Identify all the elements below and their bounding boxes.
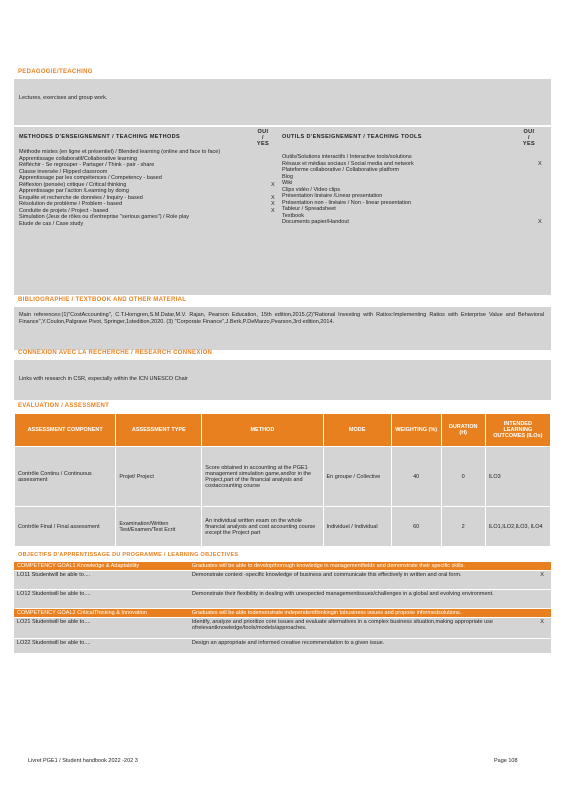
methods-header: METHODES D'ENSEIGNEMENT / TEACHING METHODS xyxy=(19,134,181,140)
method-label: Classe inversée / Flipped classroom xyxy=(19,168,108,175)
research-title: CONNEXION AVEC LA RECHERCHE / RESEARCH CONNEXION xyxy=(18,350,213,356)
eval-header-type: ASSESSMENT TYPE xyxy=(116,414,202,447)
method-label: Enquête et recherche de données / Inquiry - based xyxy=(19,194,143,201)
method-label: Conduite de projets / Project - based xyxy=(19,207,109,214)
method-mark: X xyxy=(271,201,275,207)
method-label: Apprentissage collaboratif/Collaborative learning xyxy=(19,155,138,162)
method-label: Résaux et médias sociaux / Social media and network xyxy=(282,160,414,167)
method-label: Tableur / Spreadsheet xyxy=(282,206,336,212)
method-label: Plateforme collaborative / Collaborative platform xyxy=(282,167,400,173)
list-item xyxy=(14,571,551,590)
objectives-table xyxy=(14,562,551,654)
eval-header-ilo: INTENDED LEARNING OUTCOMES (ILOs) xyxy=(485,414,550,447)
research-box xyxy=(14,360,551,400)
method-mark: X xyxy=(538,160,542,167)
eval-component: Contrôle Continu / Continuous assessment xyxy=(15,447,116,507)
method-label: Méthode mixtes (en ligne et présentiel) / Blended learning (online and face to face) xyxy=(19,149,221,155)
method-label: Wiki xyxy=(282,180,293,186)
lo-mark xyxy=(533,639,551,654)
eval-method: Score obtained in accounting at the PGE1 management simulation game,and/or in the Project,part of the financial analysis and costaccounting course xyxy=(202,447,323,507)
lo-label: LO12 Studentwill be able to.... xyxy=(14,590,189,609)
page-number: Page 108 xyxy=(494,758,518,764)
table-row xyxy=(15,507,551,547)
list-item xyxy=(14,618,551,639)
pedagogy-text: Lectures, exercises and group work. xyxy=(19,95,108,101)
method-label: Résolution de problème / Problem - based xyxy=(19,201,123,207)
method-mark: X xyxy=(271,207,275,214)
method-label: Simulation (Jeux de rôles ou d'entreprise "serious games") / Role play xyxy=(19,214,190,220)
eval-duration: 2 xyxy=(441,507,485,547)
list-item xyxy=(19,221,281,228)
footer-left: Livret PGE1 / Student handbook 2022 -202 3 xyxy=(28,758,138,764)
methods-list xyxy=(19,149,281,227)
table-row xyxy=(15,447,551,507)
lo-mark: X xyxy=(533,571,551,590)
competency-goal: Graduates will be able to developthorough knowledge in managementfields and demonstrate their specific skills. xyxy=(189,562,551,571)
eval-header-mode: MODE xyxy=(323,414,391,447)
method-label: Présentation linéaire /Linear presentation xyxy=(282,193,383,199)
method-label: Réfléchir - Se regrouper - Partager / Think - pair - share xyxy=(19,162,155,168)
pedagogy-box xyxy=(14,79,551,125)
method-mark: X xyxy=(271,194,275,201)
method-label: Apprentissage par l'action /Learning by doing xyxy=(19,188,129,194)
eval-type: Examination/Written Test/Examen/Test Ecrit xyxy=(116,507,202,547)
eval-ilo: ILO3 xyxy=(485,447,550,507)
evaluation-table xyxy=(14,413,551,547)
lo-label: LO22 Studentwill be able to.... xyxy=(14,639,189,654)
eval-type: Projet/ Project xyxy=(116,447,202,507)
list-item xyxy=(14,639,551,654)
eval-ilo: ILO1,ILO2,ILO3, ILO4 xyxy=(485,507,550,547)
eval-header-weight: WEIGHTING (%) xyxy=(391,414,441,447)
methods-oui-header: OUI / YES xyxy=(256,129,270,147)
lo-text: Demonstrate their flexibility in dealing with unexpected managementissues/challenges in a global and evolving environment. xyxy=(189,590,533,609)
method-label: Blog xyxy=(282,173,294,180)
method-label: Réflexion (pensée) critique / Critical thinking xyxy=(19,181,127,188)
method-mark: X xyxy=(538,219,542,225)
lo-label: LO11 Studentwill be able to.... xyxy=(14,571,189,590)
bibliography-title: BIBLIOGRAPHIE / TEXTBOOK AND OTHER MATERIAL xyxy=(18,297,187,303)
eval-header-duration: DURATION (H) xyxy=(441,414,485,447)
method-mark: X xyxy=(271,181,275,188)
eval-mode: Individuel / Individual xyxy=(323,507,391,547)
competency-label: COMPETENCY GOAL1 Knowledge & Adaptability xyxy=(14,562,189,571)
lo-mark xyxy=(533,590,551,609)
research-text: Links with research in CSR, especially within the ICN UNESCO Chair xyxy=(19,376,188,382)
competency-label: COMPETENCY GOAL2 CriticalThinking & Innovation xyxy=(14,609,189,618)
competency-row xyxy=(14,562,551,571)
eval-component: Contrôle Final / Final assessment xyxy=(15,507,116,547)
lo-text: Demonstrate context -specific knowledge of business and communicate this effectively in written and oral form. xyxy=(189,571,533,590)
evaluation-title: EVALUATION / ASSESSMENT xyxy=(18,403,110,409)
eval-header-component: ASSESSMENT COMPONENT xyxy=(15,414,116,447)
method-label: Documents papier/Handout xyxy=(282,219,349,225)
method-label: Présentation non - linéaire / Non - linear presentation xyxy=(282,199,412,206)
method-label: Clips vidéo / Video clips xyxy=(282,186,340,193)
eval-mode: En groupe / Collective xyxy=(323,447,391,507)
tools-oui-header: OUI / YES xyxy=(522,129,536,147)
bibliography-box xyxy=(14,307,551,350)
lo-text: Identify, analyze and prioritize core issues and evaluate alternatives in a complex business situation,making appropriate use ofrelevantknowledge/tools/models/approaches. xyxy=(189,618,533,639)
list-item xyxy=(14,590,551,609)
eval-method: An individual written exam on the whole financial analysis and cost accounting course except the Project part xyxy=(202,507,323,547)
method-label: Etude de cas / Case study xyxy=(19,220,84,227)
methods-box xyxy=(14,127,551,295)
list-item xyxy=(282,219,548,226)
eval-weight: 60 xyxy=(391,507,441,547)
method-label: Outils/Solutions interactifs / Interactive tools/solutions xyxy=(282,154,412,160)
competency-goal: Graduates will be able todemonstrate independentthinkingin tobusiness issues and propose informedsolutions. xyxy=(189,609,551,618)
eval-header-method: METHOD xyxy=(202,414,323,447)
method-label: Apprentissage par les compétences / Competency - based xyxy=(19,175,162,181)
eval-duration: 0 xyxy=(441,447,485,507)
bibliography-text: Main references:(1)"CostAccounting", C.T.Horngren,S.M.Datar,M.V. Rajan, Pearson Education, 15th edition,2015.(2)"Rational Investing with Ratios:Implementing Ratios with Enterprise Value and Behavioral Finance",Y.Coulon,Palgrave Pivot, Springer,1stedition,2020. (3) "Corporate Finance",J.Berk,P.DeMarzo,Pearson,3rd edition,2014. xyxy=(19,312,544,325)
tools-header: OUTILS D'ENSEIGNEMENT / TEACHING TOOLS xyxy=(282,134,422,140)
lo-label: LO21 Studentwill be able to.... xyxy=(14,618,189,639)
objectives-title: OBJECTIFS D'APPRENTISSAGE DU PROGRAMME / LEARNING OBJECTIVES xyxy=(18,552,239,558)
competency-row xyxy=(14,609,551,618)
eval-weight: 40 xyxy=(391,447,441,507)
lo-mark: X xyxy=(533,618,551,639)
tools-list xyxy=(282,154,548,226)
method-label: Textbook xyxy=(282,212,305,219)
pedagogy-title: PEDAGOGIE/TEACHING xyxy=(18,69,93,75)
lo-text: Design an appropriate and informed creative recommendation to a given issue. xyxy=(189,639,533,654)
